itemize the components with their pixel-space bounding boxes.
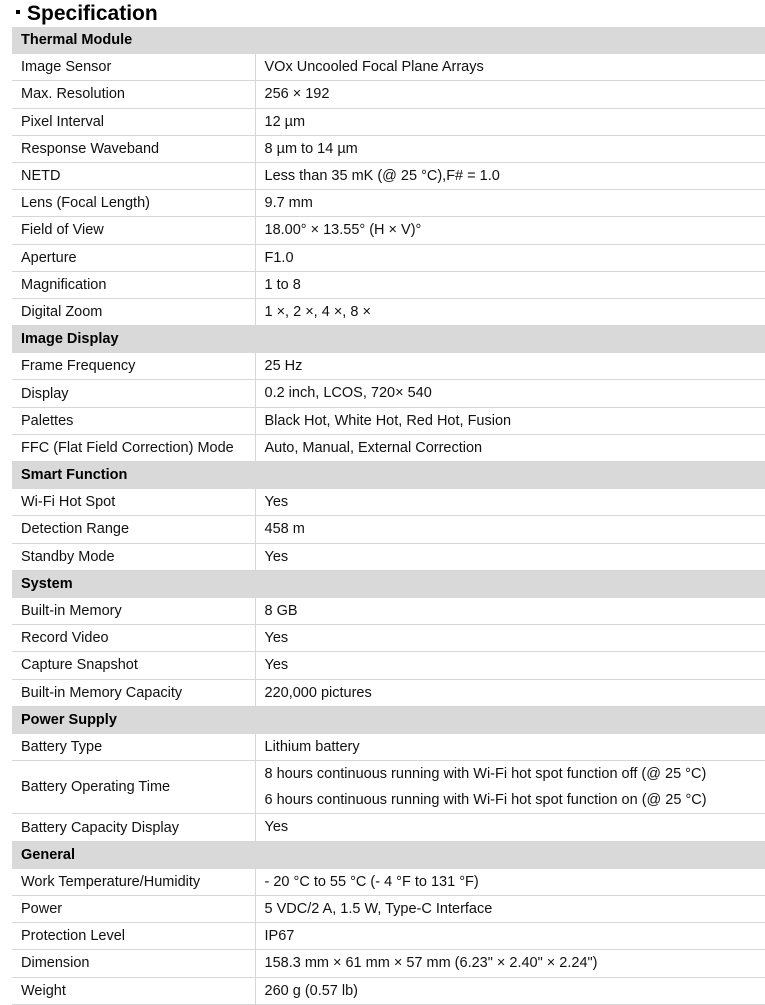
spec-row [12,407,765,434]
spec-value-line: 260 g (0.57 lb) [265,978,765,1004]
spec-value [255,298,765,325]
spec-label: FFC (Flat Field Correction) Mode [12,434,255,461]
page-title-text: Specification [27,2,158,25]
spec-row [12,271,765,298]
spec-label: Response Waveband [12,135,255,162]
spec-value [255,733,765,760]
spec-row [12,489,765,516]
spec-row [12,516,765,543]
spec-value-line: IP67 [265,923,765,949]
spec-value-line: Less than 35 mK (@ 25 °C),F# = 1.0 [265,163,765,189]
spec-row [12,108,765,135]
spec-value [255,652,765,679]
section-title: Smart Function [12,462,765,489]
spec-label: Lens (Focal Length) [12,190,255,217]
spec-label: Pixel Interval [12,108,255,135]
spec-table-body [12,27,765,1004]
spec-row [12,733,765,760]
section-title: General [12,841,765,868]
spec-row [12,923,765,950]
spec-label: Battery Type [12,733,255,760]
spec-label: Display [12,380,255,407]
spec-value [255,868,765,895]
spec-label: Field of View [12,217,255,244]
spec-value [255,977,765,1004]
spec-value-line: 25 Hz [265,353,765,379]
spec-value-line: Yes [265,544,765,570]
spec-value-line: 8 hours continuous running with Wi-Fi hot spot function off (@ 25 °C) [265,761,765,787]
spec-value-line: 158.3 mm × 61 mm × 57 mm (6.23" × 2.40" × 2.24") [265,950,765,976]
spec-value-line: 1 to 8 [265,272,765,298]
spec-value [255,162,765,189]
spec-row [12,896,765,923]
spec-value-line: Yes [265,652,765,678]
spec-label: Detection Range [12,516,255,543]
section-header [12,326,765,353]
spec-value-line: Yes [265,814,765,840]
spec-value [255,380,765,407]
spec-label: Weight [12,977,255,1004]
spec-label: Palettes [12,407,255,434]
spec-value [255,217,765,244]
page-title [16,0,158,28]
spec-row [12,162,765,189]
spec-value [255,896,765,923]
spec-value [255,516,765,543]
spec-value [255,923,765,950]
spec-value [255,543,765,570]
spec-table [12,27,765,1005]
spec-label: Protection Level [12,923,255,950]
spec-value-line: Lithium battery [265,734,765,760]
spec-row [12,868,765,895]
section-title: Power Supply [12,706,765,733]
spec-label: Digital Zoom [12,298,255,325]
section-header [12,841,765,868]
section-header [12,27,765,54]
spec-label: Battery Capacity Display [12,814,255,841]
spec-value [255,950,765,977]
spec-label: Frame Frequency [12,353,255,380]
spec-label: Record Video [12,625,255,652]
spec-row [12,761,765,814]
spec-value [255,489,765,516]
section-title: Image Display [12,326,765,353]
spec-row [12,652,765,679]
spec-value [255,434,765,461]
spec-row [12,353,765,380]
spec-value-line: 220,000 pictures [265,680,765,706]
spec-value-line: Black Hot, White Hot, Red Hot, Fusion [265,408,765,434]
spec-value [255,81,765,108]
section-title: System [12,570,765,597]
spec-value-line: Yes [265,489,765,515]
spec-row [12,543,765,570]
spec-value-line: 256 × 192 [265,81,765,107]
section-header [12,706,765,733]
spec-value-line: Yes [265,625,765,651]
spec-value [255,271,765,298]
spec-value [255,244,765,271]
spec-value-line: VOx Uncooled Focal Plane Arrays [265,54,765,80]
spec-label: Magnification [12,271,255,298]
spec-row [12,434,765,461]
spec-value-line: 5 VDC/2 A, 1.5 W, Type-C Interface [265,896,765,922]
spec-row [12,814,765,841]
spec-value [255,190,765,217]
spec-value-line: 12 µm [265,109,765,135]
spec-label: Standby Mode [12,543,255,570]
spec-label: Power [12,896,255,923]
spec-row [12,380,765,407]
spec-label: Aperture [12,244,255,271]
spec-value-line: 0.2 inch, LCOS, 720× 540 [265,380,765,406]
spec-label: Wi-Fi Hot Spot [12,489,255,516]
section-title: Thermal Module [12,27,765,54]
spec-label: Built-in Memory Capacity [12,679,255,706]
spec-value-line: 458 m [265,516,765,542]
spec-row [12,217,765,244]
spec-row [12,679,765,706]
spec-value-line: 8 GB [265,598,765,624]
spec-value-line: 6 hours continuous running with Wi-Fi hot spot function on (@ 25 °C) [265,787,765,813]
spec-label: Built-in Memory [12,597,255,624]
spec-value [255,597,765,624]
spec-row [12,135,765,162]
spec-label: Max. Resolution [12,81,255,108]
spec-value [255,679,765,706]
spec-row [12,298,765,325]
spec-value [255,407,765,434]
spec-value-line: 9.7 mm [265,190,765,216]
spec-value [255,135,765,162]
spec-value [255,761,765,814]
spec-value [255,353,765,380]
spec-label: Capture Snapshot [12,652,255,679]
spec-row [12,625,765,652]
spec-label: Work Temperature/Humidity [12,868,255,895]
spec-value [255,625,765,652]
section-header [12,570,765,597]
spec-value-line: F1.0 [265,245,765,271]
bullet-icon [16,10,20,14]
spec-value [255,108,765,135]
spec-row [12,244,765,271]
spec-row [12,597,765,624]
spec-value [255,814,765,841]
spec-value-line: 8 µm to 14 µm [265,136,765,162]
spec-label: Battery Operating Time [12,761,255,814]
spec-row [12,190,765,217]
spec-value-line: Auto, Manual, External Correction [265,435,765,461]
spec-value-line: - 20 °C to 55 °C (- 4 °F to 131 °F) [265,869,765,895]
spec-row [12,977,765,1004]
spec-value-line: 1 ×, 2 ×, 4 ×, 8 × [265,299,765,325]
spec-row [12,950,765,977]
spec-label: NETD [12,162,255,189]
spec-label: Image Sensor [12,54,255,81]
spec-row [12,81,765,108]
spec-value [255,54,765,81]
spec-value-line: 18.00° × 13.55° (H × V)° [265,217,765,243]
spec-label: Dimension [12,950,255,977]
section-header [12,462,765,489]
spec-row [12,54,765,81]
